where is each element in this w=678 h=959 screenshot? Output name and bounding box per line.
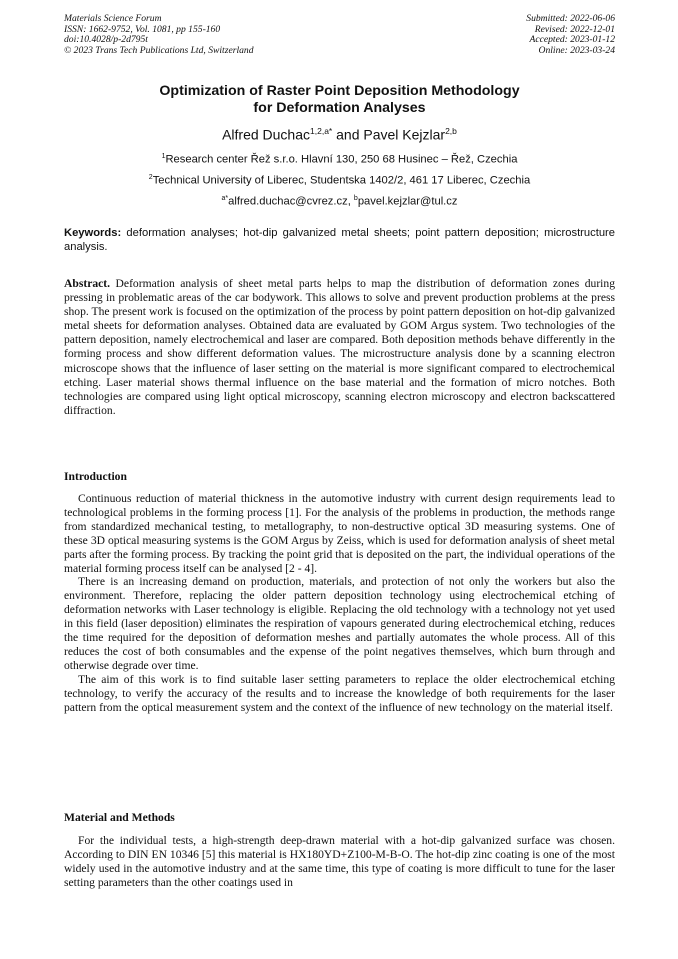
materials-paragraph-1: For the individual tests, a high-strength deep-drawn material with a hot-dip galvanized surface was chosen. According to DIN EN 10346 [5] this material is HX180YD+Z100-M-B-O. The hot-dip zinc coating is one of the most widely used in the automotive industry and at the same time, this type of coating is more difficult to tune for the laser setting parameters than the other coatings used in <box>64 834 615 889</box>
journal-name: Materials Science Forum <box>64 13 162 24</box>
keywords-text: deformation analyses; hot-dip galvanized metal sheets; point pattern deposition; microstructure analysis. <box>64 227 615 254</box>
affiliation-2 <box>64 171 615 188</box>
affiliation-1-text: Research center Řež s.r.o. Hlavní 130, 250 68 Husinec – Řež, Czechia <box>165 153 518 166</box>
date-online: Online: 2023-03-24 <box>538 44 615 56</box>
email-a[interactable]: alfred.duchac@cvrez.cz, <box>228 195 354 208</box>
author-1-superscript: 1,2,a* <box>310 126 333 136</box>
paper-title <box>64 83 615 117</box>
affiliation-1 <box>64 150 615 167</box>
author-2-superscript: 2,b <box>445 126 457 136</box>
affiliation-2-text: Technical University of Liberec, Studentska 1402/2, 461 17 Liberec, Czechia <box>152 174 531 187</box>
author-2: Pavel Kejzlar <box>363 126 446 143</box>
journal-doi: doi:10.4028/p-2d795t <box>64 34 148 46</box>
title-line-2: for Deformation Analyses <box>253 100 426 116</box>
introduction-paragraph-1: Continuous reduction of material thickness in the automotive industry with current design requirements lead to technological problems in the forming process [1]. For the analysis of the problems in production, the methods range from standardized mechanical testing, to metallography, to non-destructive optical 3D measuring systems. One of these 3D optical measuring systems is the GOM Argus by Zeiss, which is used for deformation analysis of sheet metal parts after the forming process. By tracking the point grid that is deposited on the part, the individual operations of the material forming process itself can be analysed [2 - 4]. <box>64 492 615 575</box>
email-b-superscript: b <box>353 195 358 202</box>
introduction-paragraph-3: The aim of this work is to find suitable laser setting parameters to replace the older electrochemical etching technology, to verify the accuracy of the results and to increase the knowledge of both requirements for the laser pattern from the optical measurement system and the context of the influence of new technology on the material itself. <box>64 672 615 714</box>
materials-body <box>64 834 615 890</box>
email-b[interactable]: pavel.kejzlar@tul.cz <box>357 195 458 208</box>
introduction-paragraph-2: There is an increasing demand on production, materials, and protection of not only the workers but also the environment. Therefore, replacing the older pattern deposition technology using electrochemical etching of deformation networks with Laser technology is eligible. Replacing the old technology with a technology not yet used in this field (laser deposition) eliminates the respiration of vapours generated during electrochemical etching, reduces the time required for the deposition of deformation meshes and partially automates the whole process. All of this reduces the cost of both consumables and the expense of the point negatives themselves, which burn through and otherwise degrade over time. <box>64 575 615 672</box>
author-list <box>64 122 615 144</box>
author-emails <box>64 192 615 209</box>
email-a-superscript: a* <box>221 195 229 202</box>
section-heading-materials: Material and Methods <box>64 811 175 824</box>
date-submitted: Submitted: 2022-06-06 <box>526 13 615 24</box>
affiliation-1-superscript: 1 <box>161 153 166 160</box>
section-heading-introduction: Introduction <box>64 470 127 483</box>
journal-info <box>64 14 254 56</box>
introduction-body <box>64 492 615 715</box>
journal-issn: ISSN: 1662-9752, Vol. 1081, pp 155-160 <box>64 23 221 35</box>
author-conjunction: and <box>332 126 364 143</box>
author-1: Alfred Duchac <box>222 126 311 143</box>
abstract-text: Deformation analysis of sheet metal parts helps to map the distribution of deformation zones during pressing in problematic areas of the car bodywork. This allows to solve and prevent production problems at the press shop. The present work is focused on the optimization of the process by point pattern deposition on hot-dip galvanized metal sheets for deformation analyses. Obtained data are evaluated by GOM Argus system. Two technologies of the pattern deposition, namely electrochemical and laser are compared. Both deposition methods behave differently in the forming process and show different deformation values. The microstructure analysis done by a scanning electron microscope shows that the influence of laser setting on the material is more significant compared to electrochemical etching. Laser material shows thermal influence on the base material and the formation of micro notches. Both technologies are compared using light optical microscopy, scanning electron microscopy and electron backscattered diffraction. <box>64 277 615 417</box>
title-line-1: Optimization of Raster Point Deposition Methodology <box>159 83 520 99</box>
keywords-label: Keywords: <box>64 227 122 239</box>
abstract-label: Abstract. <box>64 277 111 290</box>
submission-dates <box>526 14 615 56</box>
date-accepted: Accepted: 2023-01-12 <box>529 34 615 46</box>
journal-copyright: © 2023 Trans Tech Publications Ltd, Switzerland <box>64 44 254 56</box>
date-revised: Revised: 2022-12-01 <box>534 23 615 35</box>
affiliation-2-superscript: 2 <box>148 174 153 181</box>
keywords <box>64 226 615 254</box>
abstract <box>64 277 615 418</box>
